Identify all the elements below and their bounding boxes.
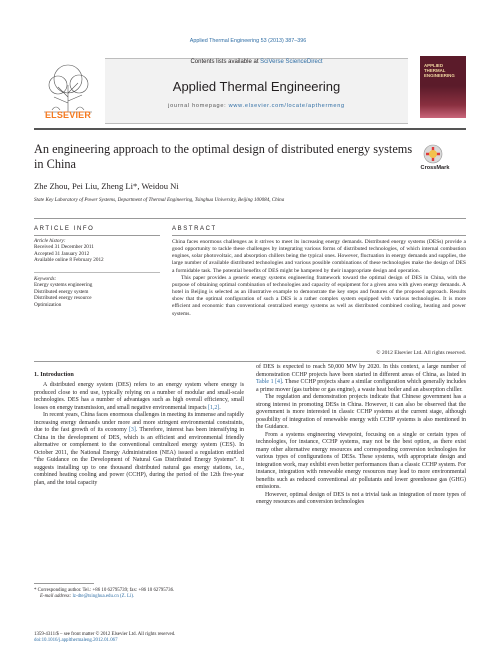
email-label: E-mail address: [40, 594, 72, 600]
citation-link[interactable]: [4] [275, 379, 282, 385]
abstract-heading: ABSTRACT [172, 226, 217, 232]
citation-link[interactable]: [1,2] [207, 404, 220, 411]
keyword-item: Energy systems engineering [34, 282, 93, 289]
body-left-column [34, 382, 244, 487]
info-rule [34, 218, 466, 219]
journal-citation: Applied Thermal Engineering 53 (2013) 387–396 [189, 38, 307, 44]
journal-homepage [105, 103, 408, 109]
journal-title: Applied Thermal Engineering [172, 79, 341, 94]
cover-title: APPLIED THERMAL ENGINEERING [424, 63, 455, 79]
keyword-item: Distributed energy resource [34, 295, 92, 302]
section-heading-introduction: 1. Introduction [34, 371, 74, 378]
body-text: of DES is expected to reach 50,000 MW by 2020. In this context, a large number of demonstration CCHP projects have been started in different areas of China, as listed in [256, 364, 466, 378]
body-paragraph [256, 364, 466, 394]
affiliation: State Key Laboratory of Power Systems, Department of Thermal Engineering, Tsinghua University, Beijing 100084, China [34, 197, 285, 203]
email-line [34, 594, 244, 600]
history-item: Accepted 31 January 2012 [34, 250, 90, 257]
body-text: . These CCHP projects share a similar configuration which generally includes a prime mover (gas turbine or gas engine), a waste heat boiler and an absorption chiller. [256, 379, 466, 393]
front-matter-info [34, 632, 284, 644]
doi-link[interactable]: doi:10.1016/j.applthermaleng.2012.01.067 [34, 638, 118, 644]
abstract-bottom-rule [34, 361, 466, 362]
issn-line: 1359-4311/$ – see front matter © 2012 Elsevier Ltd. All rights reserved. [34, 632, 176, 637]
keywords-label: Keywords: [34, 276, 57, 282]
body-paragraph: A distributed energy system (DES) refers to an energy system where energy is produced close to end use, typically relying on a number of modular and small-scale technologies. DES has a number of advantages such as high overall efficiency, small losses on energy transmission, and small negative environmental impacts [1,2]. [34, 382, 244, 411]
body-text: . Therefore, interest has been intensifying in China in the development of DES, which is an efficient and environmental friendly alternative or complement to the conventional centralized energy system (CES). In October 2011, the National Energy Administration (NEA) issued a regulation entitled “the Guidance on the Development of Natural Gas Distributed Energy Systems”. It suggests installing up to one thousand distributed natural gas energy stations, i.e., combined heating cooling and power (CCHP), during the period of the 12th five-year plan, and the total capacity [34, 427, 244, 486]
journal-cover-art [420, 86, 466, 118]
article-info-heading: ARTICLE INFO [34, 226, 95, 232]
body-paragraph [34, 412, 244, 487]
contents-line [105, 59, 408, 65]
body-text: In recent years, China faces enormous challenges in meeting its immense and rapidly increasing energy demands under more and more stringent environmental constraints, due to the fast growth of its economy [34, 412, 244, 433]
crossmark-label[interactable]: CrossMark [420, 165, 450, 171]
crossmark-icon[interactable] [423, 144, 443, 164]
body-text: A distributed energy system (DES) refers to an energy system where energy is produced close to end use, typically relying on a number of modular and small-scale technologies. DES has a number of advantages such as high overall efficiency, small losses on energy transmission, and small negative environmental impacts [34, 382, 244, 411]
abstract-paragraph: China faces enormous challenges as it strives to meet its increasing energy demands. Distributed energy systems (DESs) provide a good opportunity to tackle these challenges by integrating various forms of distributed technologies, of which internal combustion engines, solar photovoltaic, and absorption chillers being the typical ones. However, fluctuation in energy demands and supplies, the large number of available distributed technologies and various possible combinations of these technologies make the design of DES a formidable task. The potential benefits of DES might be hampered by their inappropriate design and operation. [172, 239, 466, 274]
article-history [34, 238, 160, 264]
article-title: An engineering approach to the optimal design of distributed energy systems in China [34, 142, 413, 171]
abstract-paragraph: This paper provides a generic energy systems engineering framework toward the optimal design of DES in China, with the purpose of obtaining optimal combination of technologies and capacity of equipment for a given area with given energy demands. A hotel in Beijing is selected as an illustrative example to demonstrate the key steps and features of the proposed approach. Results show that the optimal configuration of such a DES is a rather complex system equipped with various technologies. It is more efficient and economic than conventional centralized energy systems as well as distributed combined cooling, heating and power systems. [172, 274, 466, 317]
keywords-rule [34, 272, 160, 273]
abstract-text [172, 239, 466, 318]
homepage-prefix: journal homepage: [168, 103, 229, 109]
body-paragraph: The regulation and demonstration projects indicate that Chinese government has a strong interest in promoting DESs in China. However, it can also be observed that the government is more interested in classic CCHP systems at the current stage, although possibility of integration of renewable energy with CCHP systems is also mentioned in the Guidance. [256, 394, 466, 430]
citation-link[interactable]: [3] [128, 427, 136, 433]
history-label: Article history: [34, 238, 66, 244]
corresponding-author: * Corresponding author. Tel.: +86 10 62795739; fax: +86 10 62795736. [34, 588, 175, 593]
footnote [34, 588, 244, 600]
header-rule [34, 128, 466, 130]
abstract-rule [172, 235, 466, 236]
body-paragraph: However, optimal design of DES is not a trivial task as integration of more types of energy resources and conversion technologies [256, 491, 466, 505]
contents-prefix: Contents lists available at [190, 59, 259, 65]
publisher-name: ELSEVIER [44, 110, 92, 120]
history-item: Received 31 December 2011 [34, 244, 94, 251]
article-info-rule [34, 235, 160, 236]
email-link[interactable]: lz-dte@tsinghua.edu.cn (Z. Li). [72, 594, 135, 600]
keyword-item: Distributed energy system [34, 288, 89, 295]
body-right-column [256, 364, 466, 507]
homepage-link[interactable]: www.elsevier.com/locate/apthermeng [228, 103, 345, 109]
history-item: Available online 8 February 2012 [34, 257, 104, 264]
author-list: Zhe Zhou, Pei Liu, Zheng Li*, Weidou Ni [34, 181, 179, 191]
footnote-rule [34, 583, 94, 584]
body-paragraph: From a systems engineering viewpoint, focusing on a single or certain types of technologies, for instance, CCHP systems, may not be the best option, as there exist many other alternative energy resources and corresponding conversion technologies for various types of configurations of DESs. These systems, with appropriate design and integration work, may exhibit even better performances than a classic CCHP system. For instance, integration with renewable energy resources may lead to more environmental benefits such as reduced conventional air pollutants and lower greenhouse gas (GHG) emissions. [256, 431, 466, 490]
abstract-copyright: © 2012 Elsevier Ltd. All rights reserved. [376, 350, 466, 356]
keyword-item: Optimization [34, 301, 62, 308]
sciencedirect-link[interactable]: SciVerse ScienceDirect [260, 59, 323, 65]
table-link[interactable]: Table 1 [256, 379, 274, 385]
keywords [34, 276, 160, 308]
